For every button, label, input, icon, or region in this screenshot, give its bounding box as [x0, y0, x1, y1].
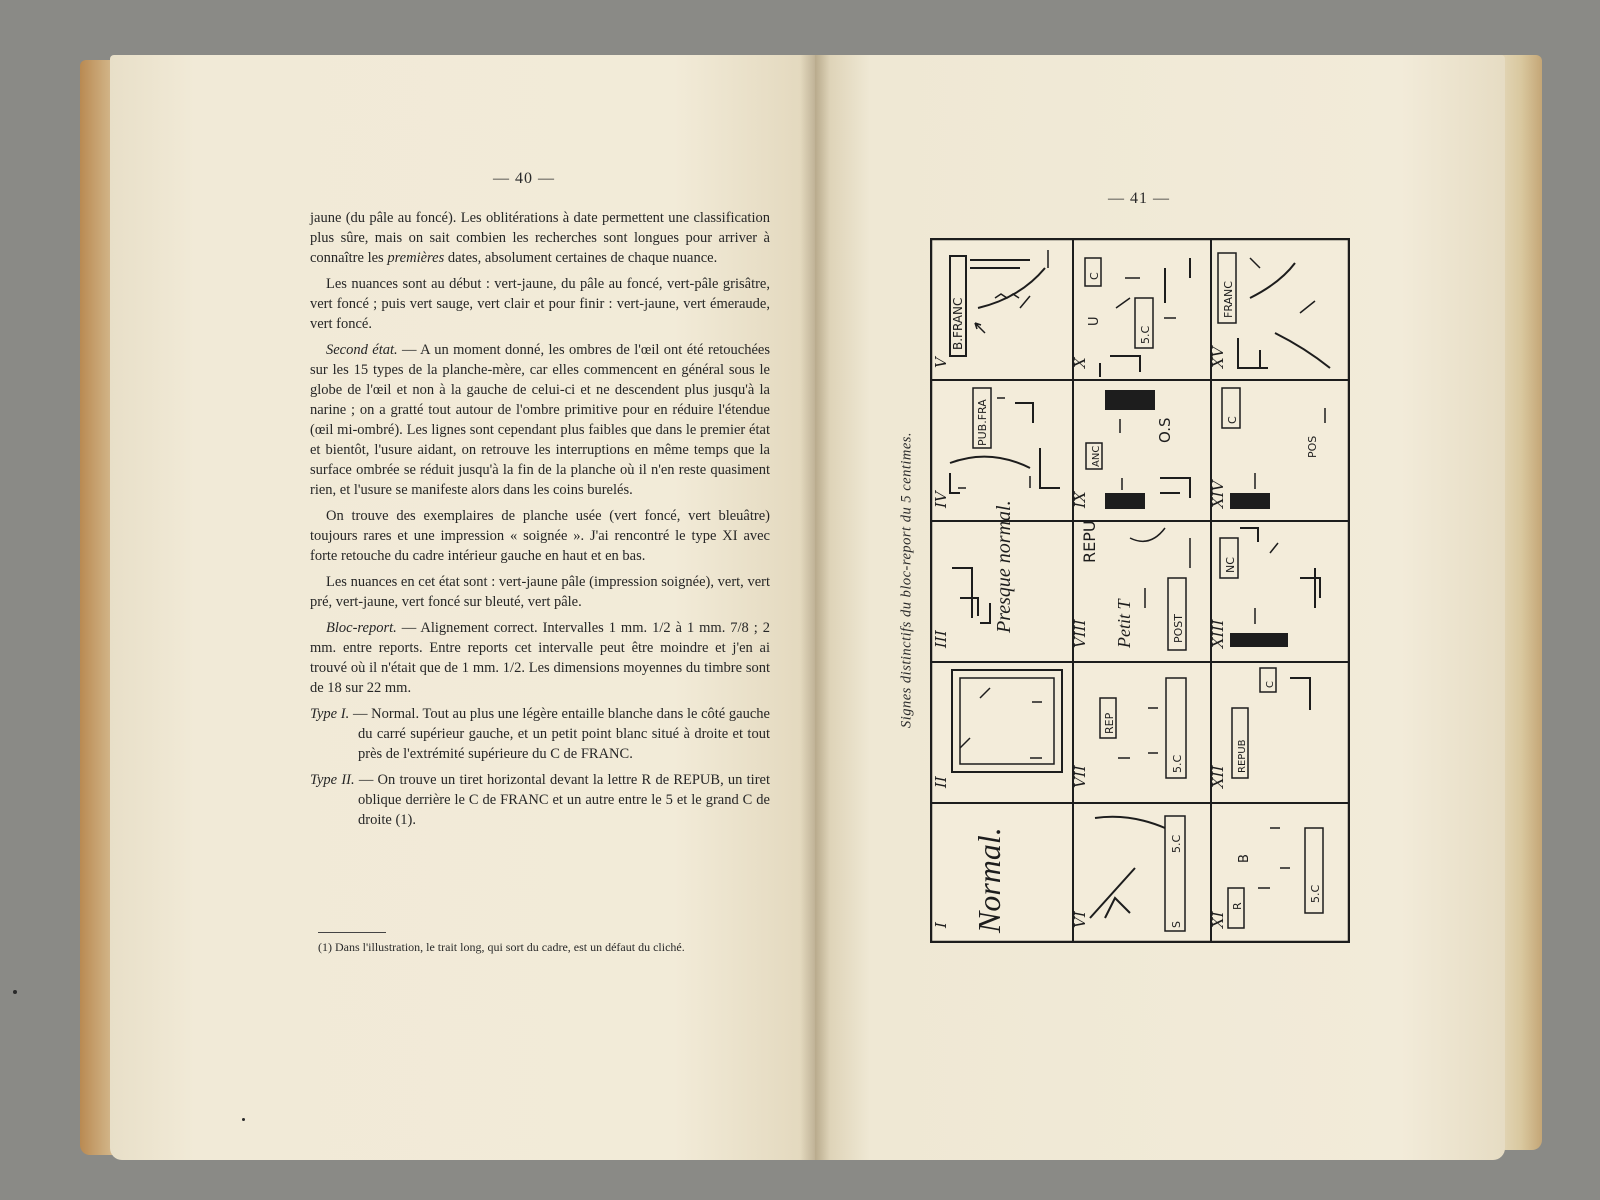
type-label: V [932, 357, 950, 368]
ink-block [1230, 633, 1288, 647]
repu-label: REPU [1080, 520, 1099, 563]
o-s-label: O.S [1156, 417, 1174, 443]
c-label: C [1265, 681, 1276, 688]
paragraph: Les nuances en cet état sont : vert-jaune pâle (impression soignée), vert, vert pré, vert-jaune, vert foncé sur bleuté, vert pâle. [310, 574, 770, 610]
b-label: B [1237, 854, 1252, 863]
five-c-label: 5.C [1309, 884, 1322, 903]
type-label: VII [1071, 765, 1089, 788]
anc-label: ANC [1091, 445, 1102, 467]
ink-block [1230, 493, 1270, 509]
paragraph: Bloc-report. — Alignement correct. Intervalles 1 mm. 1/2 à 1 mm. 7/8 ; 2 mm. entre reports. Entre reports cet intervalle peut être moindre et j'en ai trouvé où il n'était que de 1 mm. 1/2. Les dimensions moyennes du timbre sont de 18 sur 22 mm. [310, 620, 770, 696]
page-number-right: — 41 — [1108, 190, 1170, 207]
type-label: IX [1071, 491, 1089, 508]
type-label: VI [1071, 911, 1089, 928]
five-c-label: 5.C [1139, 325, 1152, 344]
paragraph: On trouve des exemplaires de planche usée (vert foncé, vert bleuâtre) toujours rares et une impression « soignée ». J'ai rencontré le type XI avec forte retouche du cadre intérieur gauche en haut et en bas. [310, 508, 770, 564]
ink-block [1105, 493, 1145, 509]
paragraph: Type II. — On trouve un tiret horizontal devant la lettre R de REPUB, un tiret oblique derrière le C de FRANC et un autre entre le 5 et le grand C de droite (1). [310, 772, 770, 828]
five-c-label: 5.C [1170, 834, 1183, 853]
normal-text: Normal. [971, 827, 1007, 933]
plate-figure [930, 238, 1350, 943]
paragraph: Second état. — A un moment donné, les ombres de l'œil ont été retouchées sur les 15 types de la planche-mère, car elles commencent en général sous le globe de l'œil et non à la gauche de celui-ci et ne descendent plus jusqu'à la narine ; on a gratté tout autour de l'ombre primitive pour en réduire l'étendue (œil mi-ombré). Les lignes sont cependant plus faibles que dans le premier état et bientôt, l'usure aidant, on retrouve les interruptions en même temps que la surface ombrée se réduit jusqu'à la fin de la planche où il n'en reste quasiment rien, et l'usure se manifeste alors dans les coins burelés. [310, 342, 770, 498]
type-label: II [932, 776, 950, 788]
type-label: XIV [1209, 480, 1227, 508]
type-label: IV [932, 491, 950, 508]
ink-block [1105, 390, 1155, 410]
background-speck [13, 990, 17, 994]
book-gutter [800, 55, 830, 1160]
post-label: POST [1172, 614, 1185, 643]
plate-caption: Signes distinctifs du bloc-report du 5 centimes. [898, 431, 915, 729]
five-c-label: 5.C [1171, 754, 1184, 773]
c-label: C [1226, 416, 1239, 424]
type-label: X [1071, 357, 1089, 368]
paragraph: jaune (du pâle au foncé). Les oblitérations à date permettent une classification plus sûre, mais on sait combien les recherches sont longues pour arriver à connaître les premières dates, absolument certaines de chaque nuance. [310, 210, 770, 266]
paragraph: Type I. — Normal. Tout au plus une légère entaille blanche dans le côté gauche du carré supérieur gauche, et un petit point blanc situé à droite et tout près de l'extrémité supérieure du C de FRANC. [310, 706, 770, 762]
type-label: XV [1209, 346, 1227, 368]
type-label: XI [1209, 911, 1227, 928]
footnote-rule [318, 932, 386, 933]
type-label: XII [1209, 765, 1227, 788]
pub-fra-label: PUB.FRA [976, 399, 989, 446]
paper-spot [242, 1118, 245, 1121]
page-number-left: — 40 — [493, 170, 555, 187]
franc-label: B.FRANC [951, 297, 965, 350]
nc-label: NC [1224, 557, 1237, 573]
s-label: S [1170, 921, 1183, 928]
type-label: VIII [1071, 619, 1089, 648]
presque-normal-text: Presque normal. [993, 500, 1015, 633]
franc-label: FRANC [1222, 281, 1235, 318]
type-label: I [932, 922, 950, 928]
footnote: (1) Dans l'illustration, le trait long, qui sort du cadre, est un défaut du cliché. [318, 940, 685, 954]
repub-label: REPUB [1237, 739, 1248, 773]
type-label: XIII [1209, 619, 1227, 648]
pos-label: POS [1306, 435, 1319, 458]
u-label: U [1087, 316, 1102, 326]
c-label: C [1088, 272, 1101, 280]
petit-t-text: Petit T [1114, 599, 1134, 648]
rep-label: REP [1103, 712, 1116, 734]
r-label: R [1231, 902, 1244, 910]
type-label: III [932, 630, 950, 648]
paragraph: Les nuances sont au début : vert-jaune, du pâle au foncé, vert-pâle grisâtre, vert foncé ; puis vert sauge, vert clair et pour finir : vert-jaune, vert émeraude, vert foncé. [310, 276, 770, 332]
left-page-text [310, 208, 770, 836]
